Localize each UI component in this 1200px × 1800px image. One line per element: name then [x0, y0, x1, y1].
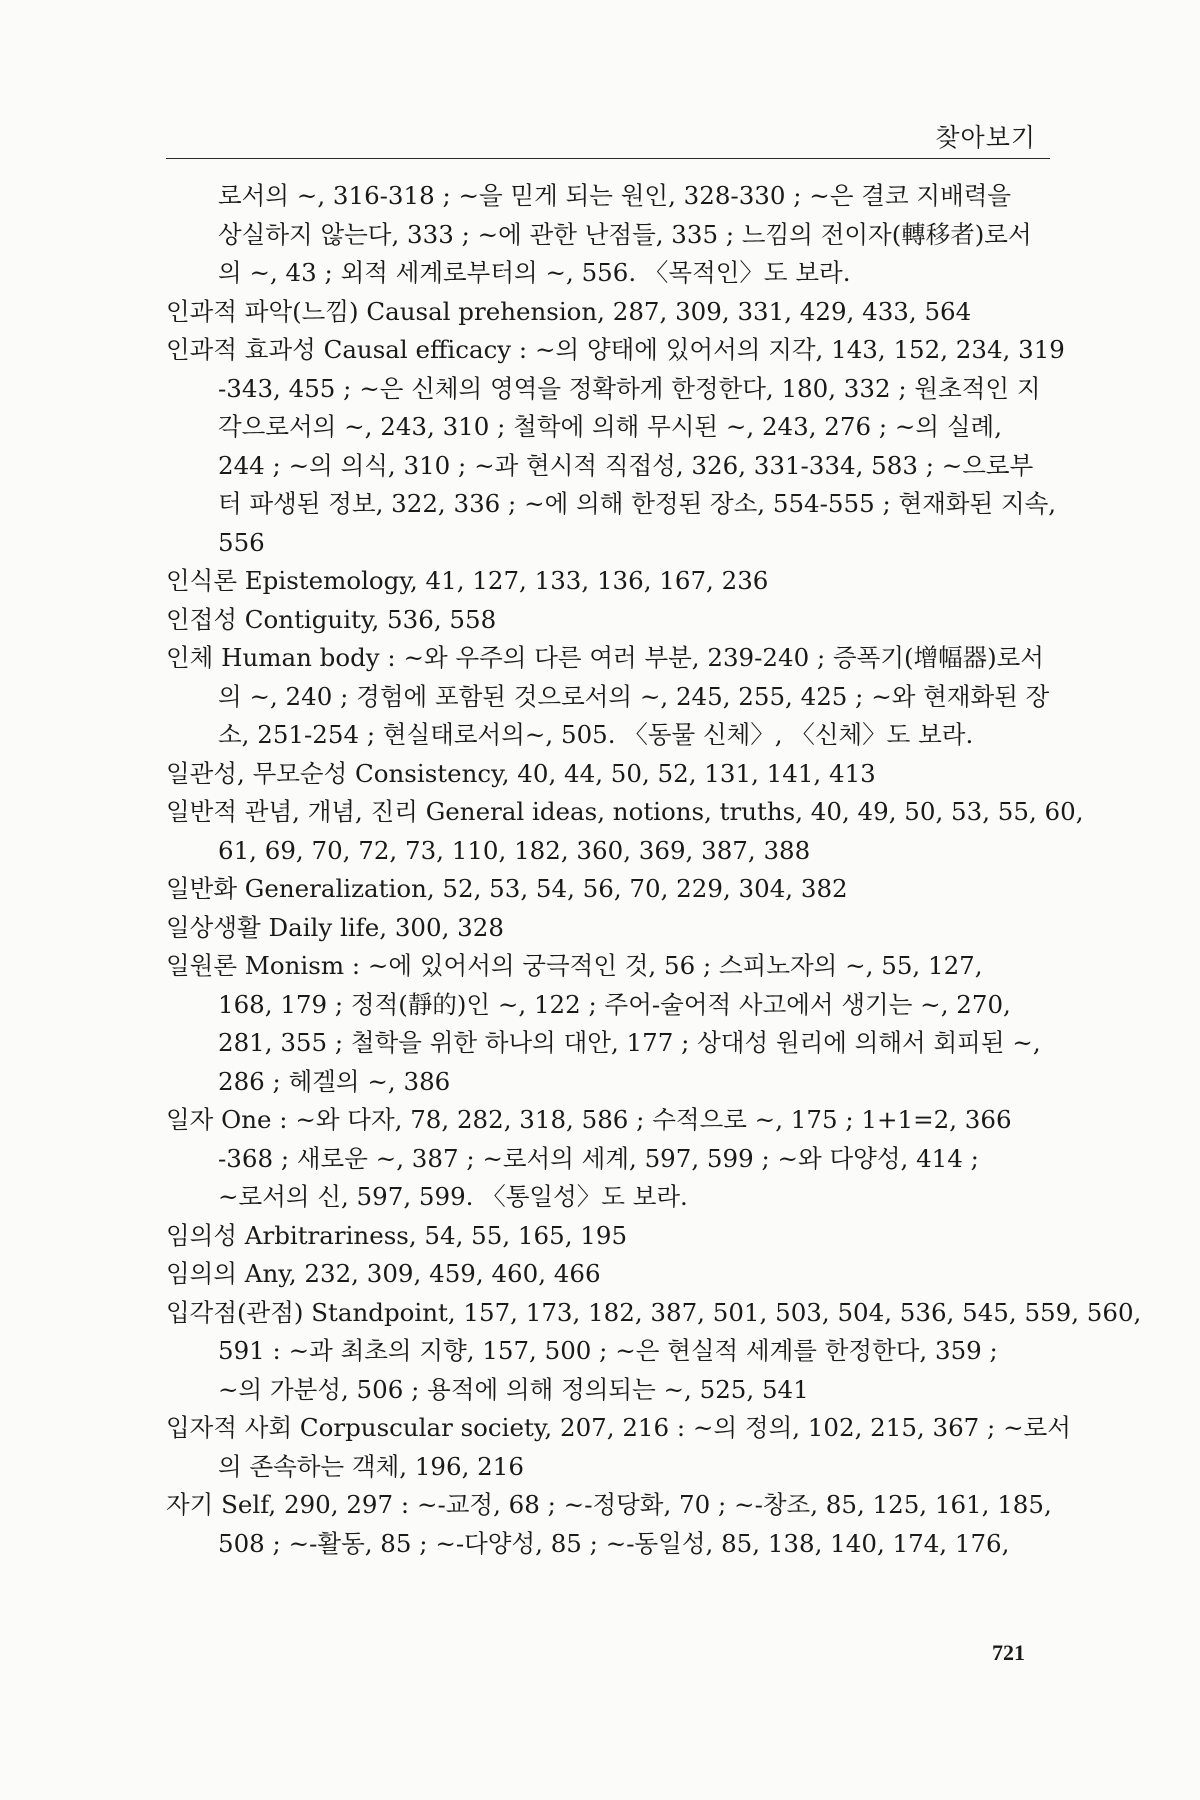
entry-line: 일반적 관념, 개념, 진리 General ideas, notions, truths, 40, 49, 50, 53, 55, 60, [166, 797, 1084, 826]
entry-line: 인과적 파악(느낌) Causal prehension, 287, 309, 331, 429, 433, 564 [166, 296, 972, 326]
entry-line: 일자 One : ~와 다자, 78, 282, 318, 586 ; 수적으로 ~, 175 ; 1+1=2, 366 [166, 1105, 1012, 1134]
index-entry [166, 639, 1066, 755]
entry-line: 일상생활 Daily life, 300, 328 [166, 912, 504, 942]
index-entry [166, 562, 1066, 601]
entry-line: 소, 251-254 ; 현실태로서의~, 505. 〈동물 신체〉, 〈신체〉도 보라. [218, 720, 974, 749]
entry-line: 의 ~, 43 ; 외적 세계로부터의 ~, 556. 〈목적인〉도 보라. [218, 258, 851, 287]
entry-line: 상실하지 않는다, 333 ; ~에 관한 난점들, 335 ; 느낌의 전이자(轉移者)로서 [218, 219, 1032, 249]
entry-line: 자기 Self, 290, 297 : ~-교정, 68 ; ~-정당화, 70 ; ~-창조, 85, 125, 161, 185, [166, 1490, 1052, 1519]
entry-line: ~로서의 신, 597, 599. 〈통일성〉도 보라. [218, 1182, 688, 1211]
entry-line: -368 ; 새로운 ~, 387 ; ~로서의 세계, 597, 599 ; ~와 다양성, 414 ; [218, 1143, 979, 1173]
entry-line: 입자적 사회 Corpuscular society, 207, 216 : ~의 정의, 102, 215, 367 ; ~로서 [166, 1413, 1071, 1442]
entry-line: 임의성 Arbitrariness, 54, 55, 165, 195 [166, 1220, 628, 1250]
index-entry [166, 177, 1066, 293]
entry-line: 인접성 Contiguity, 536, 558 [166, 604, 497, 634]
index-entry [166, 1409, 1071, 1486]
entry-line: 로서의 ~, 316-318 ; ~을 믿게 되는 원인, 328-330 ; ~은 결코 지배력을 [218, 181, 1012, 210]
index-entry [166, 947, 1066, 1101]
running-header [166, 118, 1050, 159]
index-entry [166, 1255, 1066, 1294]
entry-line: 556 [218, 527, 265, 557]
entry-line: 244 ; ~의 의식, 310 ; ~과 현시적 직접성, 326, 331-334, 583 ; ~으로부 [218, 450, 1034, 480]
entry-line: ~의 가분성, 506 ; 용적에 의해 정의되는 ~, 525, 541 [218, 1374, 809, 1404]
entry-line: 인식론 Epistemology, 41, 127, 133, 136, 167, 236 [166, 566, 769, 595]
entry-line: 591 : ~과 최초의 지향, 157, 500 ; ~은 현실적 세계를 한정한다, 359 ; [218, 1336, 998, 1365]
index-entry [166, 1486, 1066, 1563]
index-entry [166, 601, 1066, 640]
index-entry [166, 755, 1066, 794]
entry-line: 286 ; 헤겔의 ~, 386 [218, 1066, 451, 1096]
entry-line: 일반화 Generalization, 52, 53, 54, 56, 70, 229, 304, 382 [166, 874, 848, 903]
page-number: 721 [992, 1640, 1025, 1665]
entry-line: 각으로서의 ~, 243, 310 ; 철학에 의해 무시된 ~, 243, 276 ; ~의 실례, [218, 412, 1002, 441]
index-entry [166, 870, 1066, 909]
index-entry [166, 293, 1066, 332]
entry-line: 61, 69, 70, 72, 73, 110, 182, 360, 369, 387, 388 [218, 835, 811, 865]
index-entry [166, 331, 1066, 562]
entry-line: -343, 455 ; ~은 신체의 영역을 정확하게 한정한다, 180, 332 ; 원초적인 지 [218, 373, 1041, 403]
index-entry [166, 793, 1084, 870]
index-entry [166, 1101, 1066, 1217]
entry-line: 의 존속하는 객체, 196, 216 [218, 1451, 524, 1481]
running-header-title: 찾아보기 [935, 123, 1036, 152]
index-entry [166, 909, 1066, 948]
entry-line: 일원론 Monism : ~에 있어서의 궁극적인 것, 56 ; 스피노자의 ~, 55, 127, [166, 951, 983, 980]
index-entry [166, 1217, 1066, 1256]
entry-line: 인과적 효과성 Causal efficacy : ~의 양태에 있어서의 지각, 143, 152, 234, 319 [166, 335, 1065, 364]
entry-line: 의 ~, 240 ; 경험에 포함된 것으로서의 ~, 245, 255, 425 ; ~와 현재화된 장 [218, 681, 1050, 711]
entry-line: 터 파생된 정보, 322, 336 ; ~에 의해 한정된 장소, 554-555 ; 현재화된 지속, [218, 489, 1057, 518]
index-entries [166, 177, 1142, 1563]
index-entry [166, 1294, 1142, 1410]
entry-line: 인체 Human body : ~와 우주의 다른 여러 부분, 239-240 ; 증폭기(增幅器)로서 [166, 643, 1044, 672]
entry-line: 168, 179 ; 정적(靜的)인 ~, 122 ; 주어-술어적 사고에서 생기는 ~, 270, [218, 989, 1011, 1019]
entry-line: 508 ; ~-활동, 85 ; ~-다양성, 85 ; ~-동일성, 85, 138, 140, 174, 176, [218, 1528, 1010, 1558]
entry-line: 임의의 Any, 232, 309, 459, 460, 466 [166, 1259, 601, 1288]
entry-line: 일관성, 무모순성 Consistency, 40, 44, 50, 52, 131, 141, 413 [166, 758, 876, 788]
entry-line: 281, 355 ; 철학을 위한 하나의 대안, 177 ; 상대성 원리에 의해서 회피된 ~, [218, 1028, 1041, 1057]
entry-line: 입각점(관점) Standpoint, 157, 173, 182, 387, 501, 503, 504, 536, 545, 559, 560, [166, 1297, 1142, 1327]
